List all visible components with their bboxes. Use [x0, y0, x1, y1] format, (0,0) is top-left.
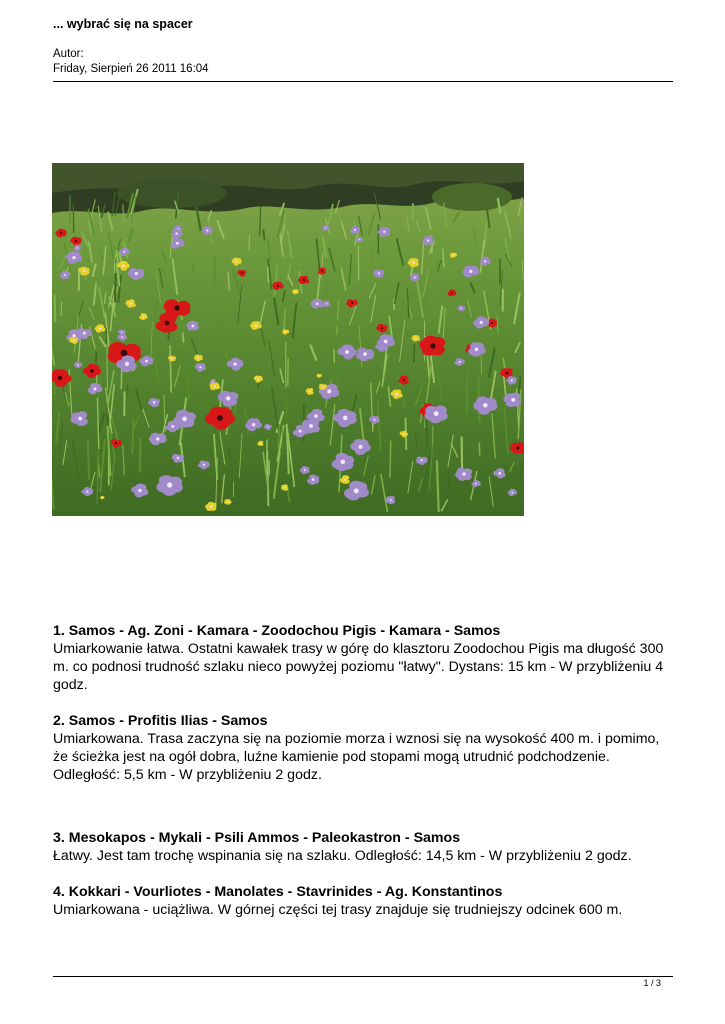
grass-blade: [170, 345, 171, 393]
grass-blade: [334, 349, 335, 363]
route-description: Umiarkowana. Trasa zaczyna się na poziomie morza i wznosi się na wysokość 400 m. i pomimo, że ścieżka jest na ogół dobra, luźne kamienie pod stopami mogą utrudnić podchodzenie. Odległość: 5,5 km - W przybliżeniu 2 godz.: [53, 731, 660, 783]
page-number: 1 / 3: [643, 978, 661, 988]
route-description: Umiarkowana - uciążliwa. W górnej części tej trasy znajduje się trudniejszy odcinek 600 m.: [53, 902, 623, 918]
route-title: 3. Mesokapos - Mykali - Psili Ammos - Paleokastron - Samos: [53, 830, 461, 846]
route-title: 1. Samos - Ag. Zoni - Kamara - Zoodochou Pigis - Kamara - Samos: [53, 623, 501, 639]
grass-blade: [115, 273, 116, 302]
header-divider: [53, 81, 673, 82]
grass-blade: [117, 250, 118, 263]
grass-blade: [278, 424, 279, 449]
grass-blade: [390, 441, 391, 478]
route-description: Umiarkowanie łatwa. Ostatni kawałek trasy w górę do klasztoru Zoodochou Pigis ma długość 300 m. co podnosi trudność szlaku nieco powyżej poziomu "łatwy". Dystans: 15 km - W przybliżeniu 4 godz.: [53, 641, 664, 693]
grass-blade: [497, 316, 498, 333]
route-item: [53, 712, 673, 784]
author-label: Autor:: [53, 48, 84, 60]
page-title: ... wybrać się na spacer: [53, 17, 193, 31]
publish-date: Friday, Sierpień 26 2011 16:04: [53, 63, 209, 75]
meadow-photo-illustration: [52, 163, 524, 516]
route-item: [53, 883, 673, 919]
grass-blade: [88, 441, 89, 479]
grass-blade: [123, 204, 124, 223]
grass-blade: [183, 332, 184, 342]
flower: [319, 384, 327, 390]
article-meta: [53, 47, 209, 77]
grass-blade: [414, 344, 415, 362]
grass-blade: [286, 396, 287, 417]
route-item: [53, 829, 673, 865]
route-title: 4. Kokkari - Vourliotes - Manolates - Stavrinides - Ag. Konstantinos: [53, 884, 503, 900]
grass-blade: [467, 372, 468, 413]
route-description: Łatwy. Jest tam trochę wspinania się na szlaku. Odległość: 14,5 km - W przybliżeniu 2 godz.: [53, 848, 632, 864]
grass-blade: [127, 385, 128, 396]
grass-blade: [268, 267, 269, 283]
grass-blade: [260, 206, 261, 236]
grass-blade: [54, 294, 55, 322]
grass-blade: [107, 344, 108, 390]
routes-list: [53, 622, 673, 919]
meadow-photo: [52, 163, 524, 516]
footer-divider: [53, 976, 673, 977]
grass-blade: [96, 352, 97, 363]
route-item: [53, 622, 673, 694]
grass-blade: [412, 203, 413, 220]
flower: [318, 268, 326, 275]
route-title: 2. Samos - Profitis Ilias - Samos: [53, 713, 268, 729]
